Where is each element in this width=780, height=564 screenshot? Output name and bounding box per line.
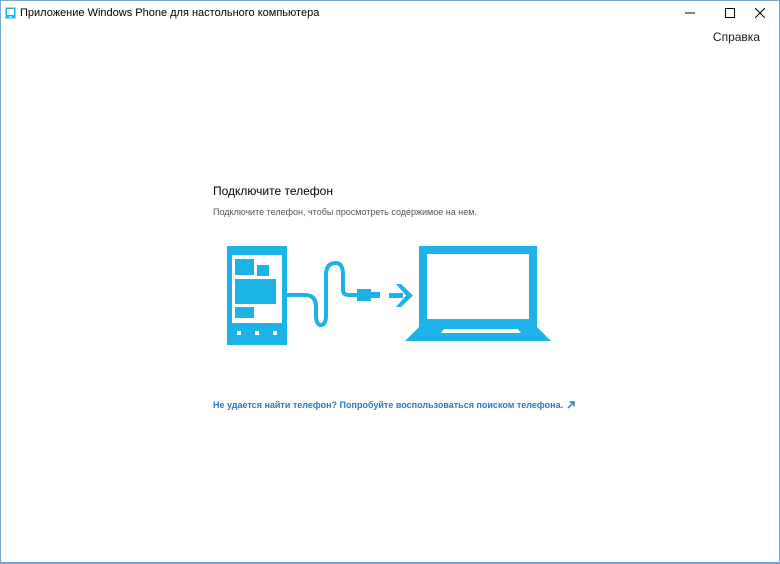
window-title: Приложение Windows Phone для настольного компьютера xyxy=(20,7,320,19)
find-phone-link[interactable] xyxy=(213,400,575,410)
minimize-icon xyxy=(685,8,695,18)
close-button[interactable] xyxy=(741,1,779,25)
title-bar[interactable] xyxy=(1,1,779,25)
minimize-button[interactable] xyxy=(671,1,709,25)
help-link[interactable]: Справка xyxy=(712,30,760,44)
laptop-icon xyxy=(405,246,551,341)
phone-app-icon xyxy=(5,7,16,19)
page-subtitle: Подключите телефон, чтобы просмотреть содержимое на нем. xyxy=(213,207,477,217)
phone-icon xyxy=(227,246,287,345)
maximize-icon xyxy=(725,8,735,18)
usb-cable-icon xyxy=(287,263,380,325)
connect-phone-illustration xyxy=(225,245,555,347)
find-phone-link-text[interactable]: Не удается найти телефон? Попробуйте воспользоваться поиском телефона. xyxy=(213,400,564,410)
external-arrow-icon xyxy=(567,401,575,409)
arrow-right-icon xyxy=(389,284,413,307)
close-icon xyxy=(755,8,765,18)
page-title: Подключите телефон xyxy=(213,184,333,198)
